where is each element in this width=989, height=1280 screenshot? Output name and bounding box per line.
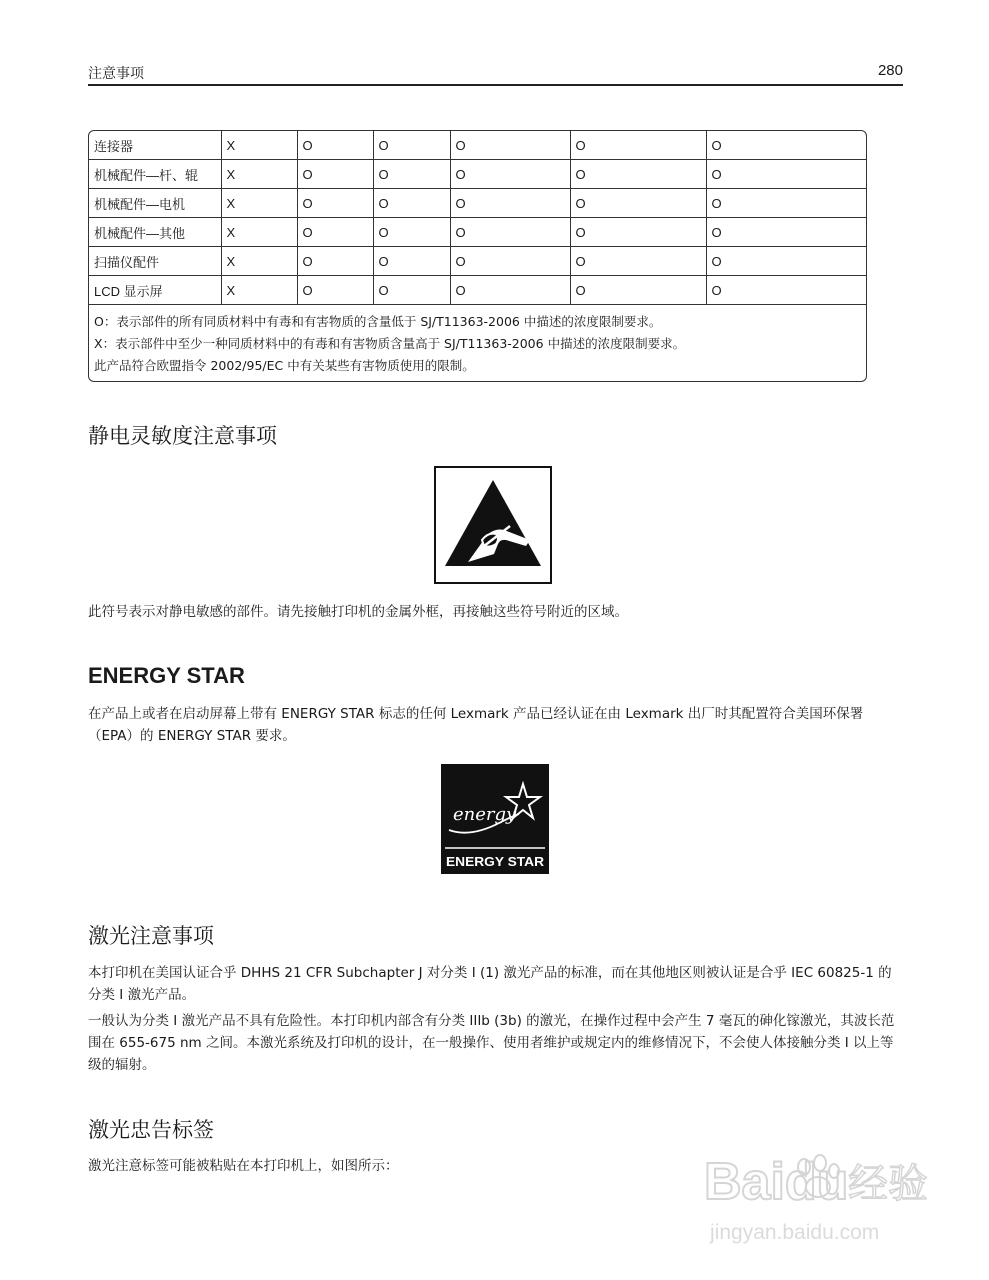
energy-star-logo [441,764,549,874]
laser-label-heading: 激光忠告标签 [88,1118,214,1142]
table-cell: O [570,189,706,218]
table-cell: O [297,218,373,247]
table-note: 此产品符合欧盟指令 2002/95/EC 中有关某些有害物质使用的限制。 [94,358,475,373]
esd-text: 此符号表示对静电敏感的部件。请先接触打印机的金属外框，再接触这些符号附近的区域。 [88,604,628,620]
table-row [89,189,866,218]
energy-star-text: 在产品上或者在启动屏幕上带有 ENERGY STAR 标志的任何 Lexmark 产品已经认证在由 Lexmark 出厂时其配置符合美国环保署（EPA）的 ENERGY STAR 要求。 [88,706,864,744]
table-cell: O [570,160,706,189]
energy-script-text: energy [453,804,517,825]
table-notes [89,305,866,377]
laser-heading: 激光注意事项 [88,924,214,948]
table-cell: O [450,131,570,160]
table-cell: O [373,218,450,247]
table-part-name: 扫描仪配件 [89,247,221,276]
table-cell: O [373,160,450,189]
header-section-title: 注意事项 [88,66,144,82]
table-note: X：表示部件中至少一种同质材料中的有毒和有害物质含量高于 SJ/T11363-2006 中描述的浓度限制要求。 [94,336,686,351]
page-header [88,62,903,86]
table-part-name: LCD 显示屏 [89,276,221,305]
table-cell: X [221,160,297,189]
watermark-chinese: 经验 [848,1161,928,1207]
baidu-watermark [700,1135,940,1255]
table-cell: O [373,131,450,160]
table-cell: O [373,276,450,305]
table-cell: O [373,189,450,218]
table-cell: O [706,247,866,276]
table-cell: O [450,189,570,218]
table-cell: X [221,189,297,218]
table-cell: O [706,131,866,160]
table-cell: X [221,131,297,160]
table-cell: O [450,247,570,276]
table-row [89,247,866,276]
table-part-name: 机械配件—电机 [89,189,221,218]
table-note: O：表示部件的所有同质材料中有毒和有害物质的含量低于 SJ/T11363-2006 中描述的浓度限制要求。 [94,314,662,329]
table-cell: O [450,276,570,305]
table-cell: O [297,131,373,160]
esd-warning-icon [434,466,552,584]
energy-star-label: ENERGY STAR [446,854,545,869]
table-part-name: 连接器 [89,131,221,160]
table-cell: O [570,218,706,247]
table-cell: O [450,160,570,189]
table-row [89,160,866,189]
table-cell: X [221,276,297,305]
table-part-name: 机械配件—杆、辊 [89,160,221,189]
energy-star-heading: ENERGY STAR [88,663,245,688]
table-cell: O [570,131,706,160]
watermark-brand: Baidu [704,1153,849,1211]
table-row [89,218,866,247]
table-cell: O [706,218,866,247]
table-cell: O [706,276,866,305]
table-part-name: 机械配件—其他 [89,218,221,247]
esd-heading: 静电灵敏度注意事项 [88,424,277,448]
laser-para-2: 一般认为分类 I 激光产品不具有危险性。本打印机内部含有分类 IIIb (3b) 的激光，在操作过程中会产生 7 毫瓦的砷化镓激光，其波长范围在 655-675 nm 之间。本激光系统及打印机的设计，在一般操作、使用者维护或规定内的维修情况下，不会使人体接触分类 I 以上等级的辐射。 [88,1013,895,1073]
table-cell: O [706,160,866,189]
table-row [89,276,866,305]
table-cell: O [570,276,706,305]
watermark-url: jingyan.baidu.com [710,1221,880,1244]
table-cell: O [373,247,450,276]
substances-table [88,130,867,382]
table-cell: X [221,247,297,276]
table-cell: X [221,218,297,247]
laser-label-text: 激光注意标签可能被粘贴在本打印机上，如图所示： [88,1158,399,1174]
laser-para-1: 本打印机在美国认证合乎 DHHS 21 CFR Subchapter J 对分类 I (1) 激光产品的标准，而在其他地区则被认证是合乎 IEC 60825-1 的分类 I 激光产品。 [88,965,892,1003]
substances-table-grid [89,131,866,305]
table-row [89,131,866,160]
table-cell: O [297,189,373,218]
table-cell: O [706,189,866,218]
table-cell: O [450,218,570,247]
table-cell: O [297,247,373,276]
table-cell: O [297,160,373,189]
page-number: 280 [877,62,903,79]
table-cell: O [297,276,373,305]
table-cell: O [570,247,706,276]
